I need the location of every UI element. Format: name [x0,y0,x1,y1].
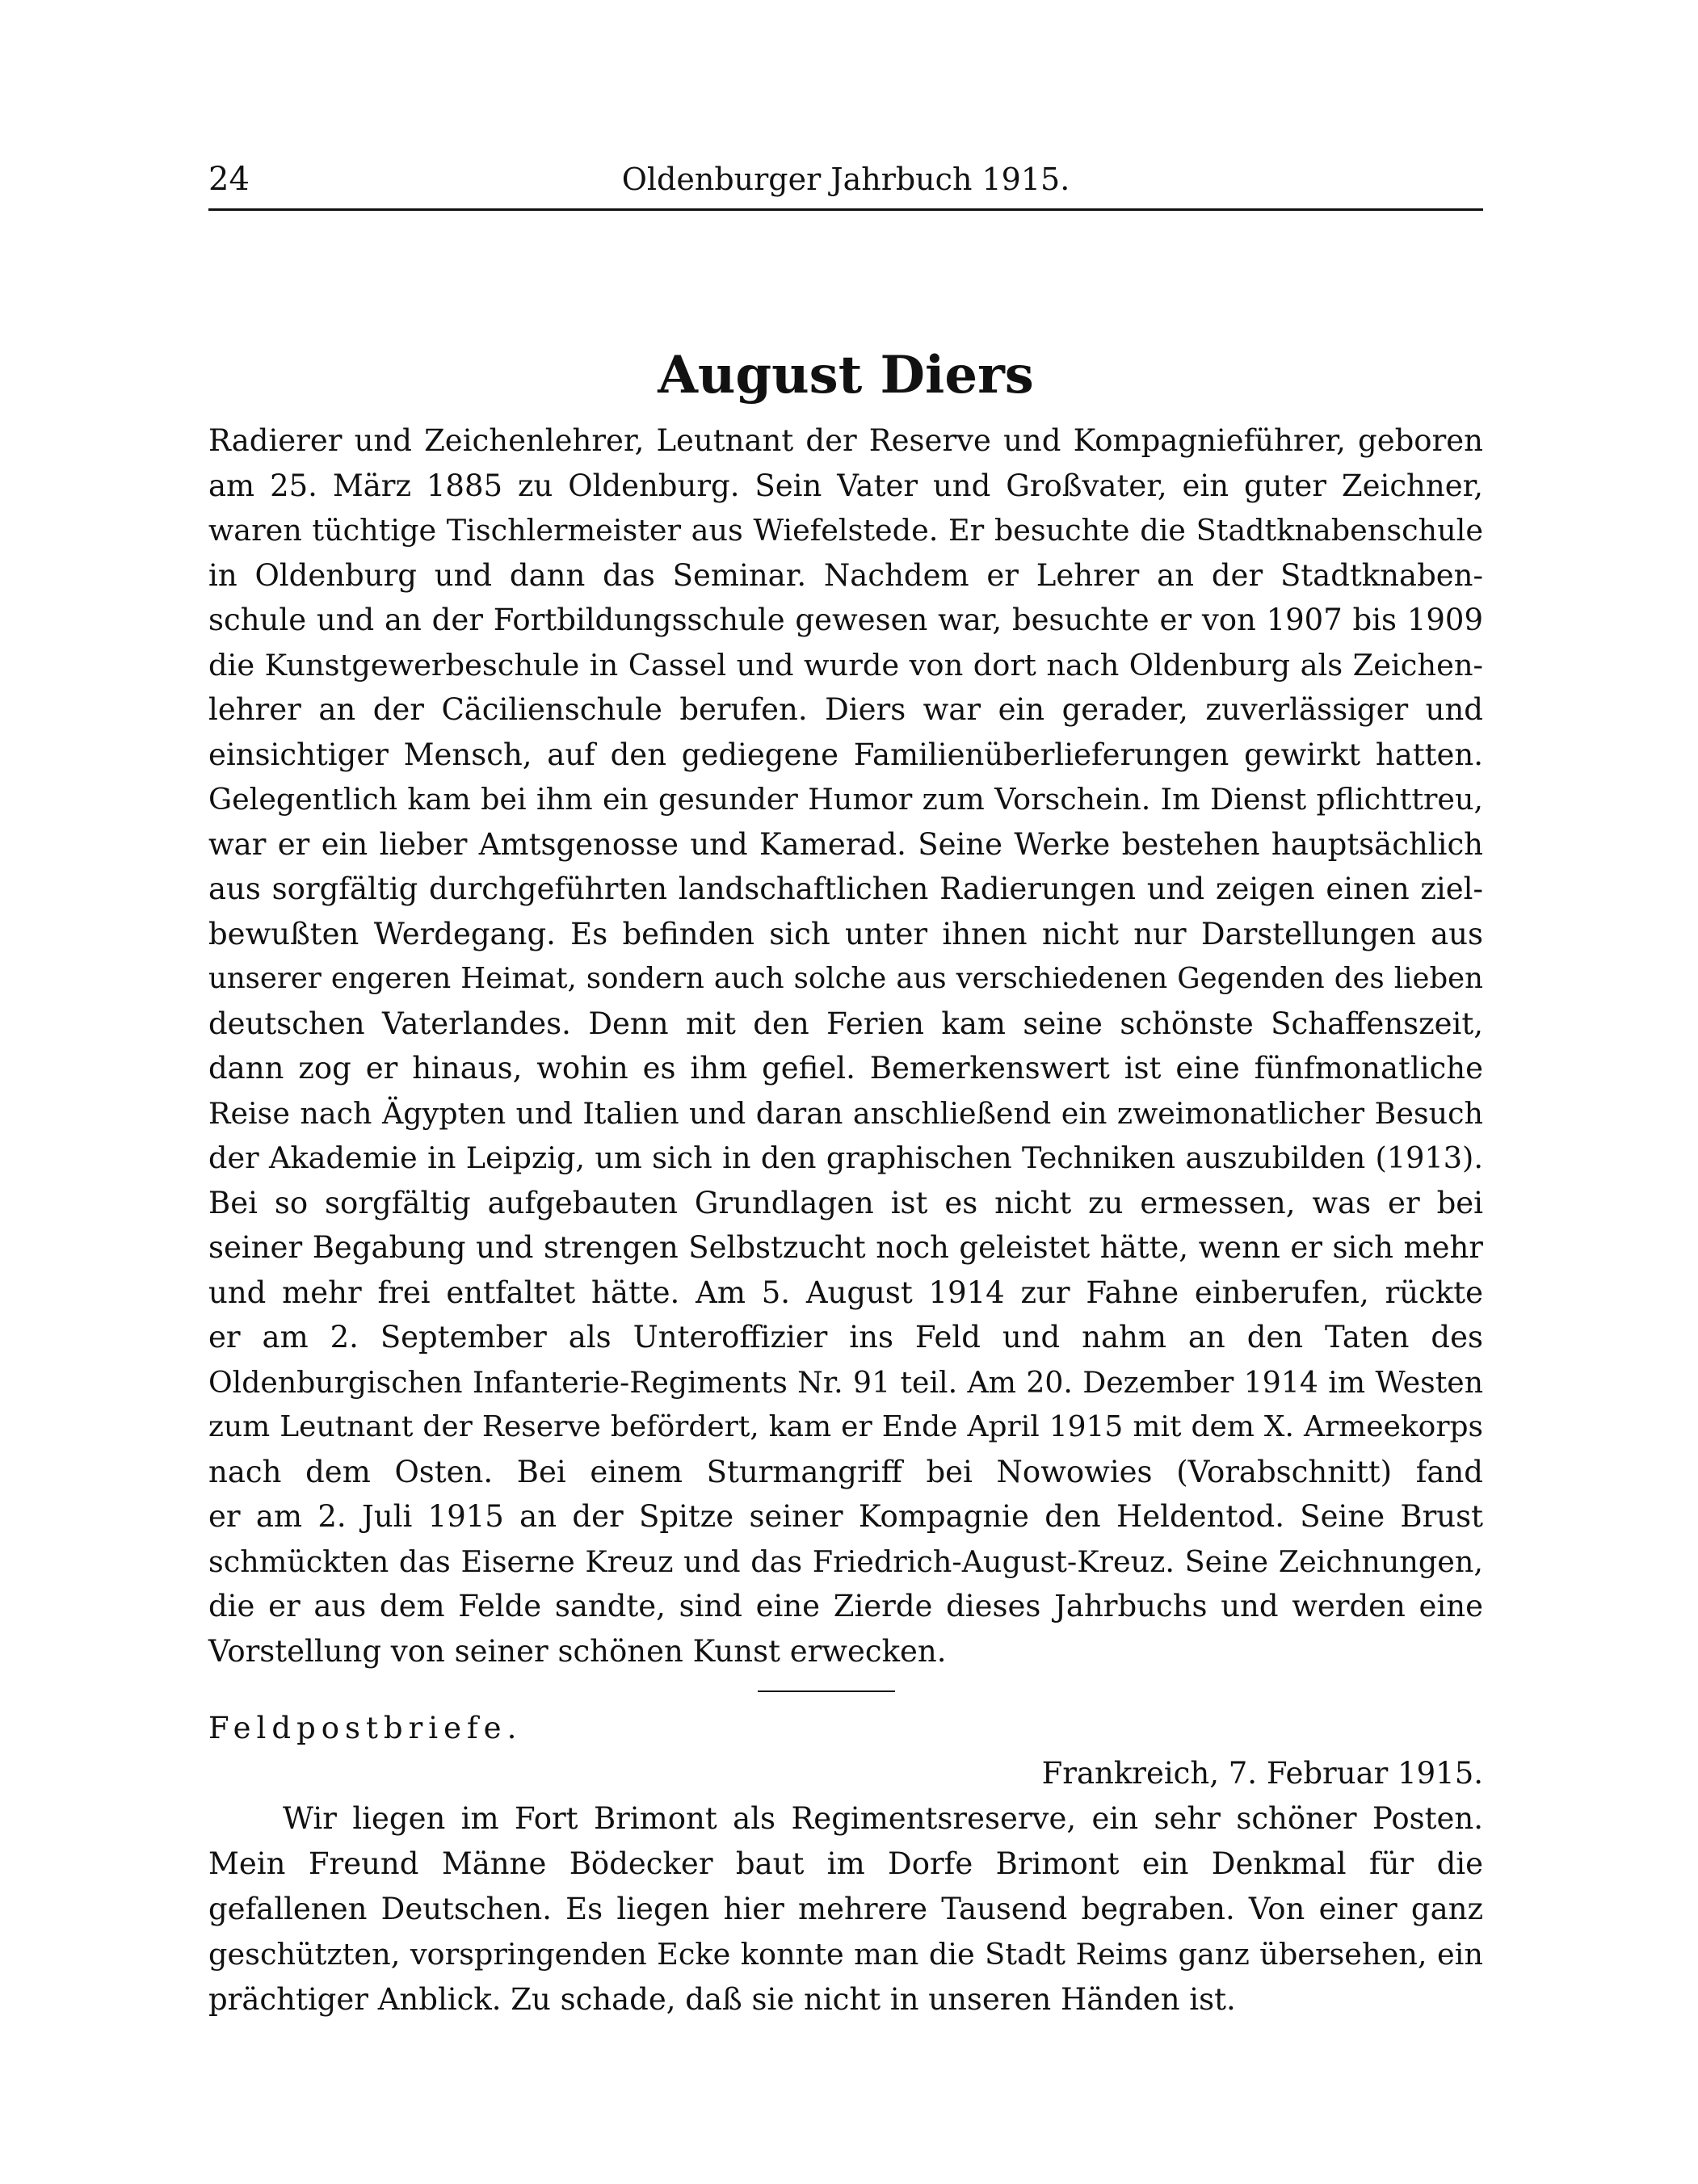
text-line: Reise nach Ägypten und Italien und daran anschließend ein zweimonatlicher Besuch [208,1095,1483,1131]
text-line: aus sorgfältig durchgeführten landschaftlichen Radierungen und zeigen einen ziel- [208,872,1483,906]
text-line: bewußten Werdegang. Es befinden sich unter ihnen nicht nur Darstellungen aus [208,916,1483,951]
text-line: er am 2. Juli 1915 an der Spitze seiner Kompagnie den Heldentod. Seine Brust [208,1499,1483,1534]
text-line: Radierer und Zeichenlehrer, Leutnant der Reserve und Kompagnieführer, geboren [208,423,1483,458]
text-line: Gelegentlich kam bei ihm ein gesunder Humor zum Vorschein. Im Dienst pflichttreu, [208,782,1483,817]
text-line: Vorstellung von seiner schönen Kunst erwecken. [208,1633,947,1669]
text-line: dann zog er hinaus, wohin es ihm gefiel. Bemerkenswert ist eine fünfmonatliche [208,1051,1483,1086]
header-rule [208,208,1483,211]
text-line: unserer engeren Heimat, sondern auch solche aus verschiedenen Gegenden des lieben [208,962,1483,995]
text-line: Bei so sorgfältig aufgebauten Grundlagen ist es nicht zu ermessen, was er bei [208,1185,1483,1220]
text-line: am 25. März 1885 zu Oldenburg. Sein Vater und Großvater, ein guter Zeichner, [208,468,1483,503]
article-title: August Diers [658,345,1034,405]
text-line: zum Leutnant der Reserve befördert, kam er Ende April 1915 mit dem X. Armeekorps [208,1410,1483,1443]
text-line: in Oldenburg und dann das Seminar. Nachdem er Lehrer an der Stadtknaben- [208,557,1483,593]
letter-dateline: Frankreich, 7. Februar 1915. [1041,1756,1483,1791]
section-separator [758,1690,895,1692]
page-header [208,160,1483,207]
biography-paragraph [208,418,1483,1674]
text-line: gefallenen Deutschen. Es liegen hier mehrere Tausend begraben. Von einer ganz [208,1892,1483,1926]
text-line: deutschen Vaterlandes. Denn mit den Ferien kam seine schönste Schaffenszeit, [208,1006,1483,1041]
text-line: lehrer an der Cäcilienschule berufen. Diers war ein gerader, zuverlässiger und [208,692,1483,727]
text-line: er am 2. September als Unteroffizier ins Feld und nahm an den Taten des [208,1320,1483,1354]
text-line: Wir liegen im Fort Brimont als Regimentsreserve, ein sehr schöner Posten. [283,1801,1483,1836]
text-line: Oldenburgischen Infanterie-Regiments Nr. 91 teil. Am 20. Dezember 1914 im Westen [208,1364,1483,1400]
text-line: der Akademie in Leipzig, um sich in den graphischen Techniken auszubilden (1913). [208,1140,1483,1175]
text-line: die er aus dem Felde sandte, sind eine Zierde dieses Jahrbuchs und werden eine [208,1589,1483,1623]
running-title: Oldenburger Jahrbuch 1915. [621,162,1070,197]
text-line: nach dem Osten. Bei einem Sturmangriff bei Nowowies (Vorabschnitt) fand [208,1454,1483,1489]
text-line: seiner Begabung und strengen Selbstzucht noch geleistet hätte, wenn er sich mehr [208,1230,1483,1265]
text-line: Mein Freund Männe Bödecker baut im Dorfe Brimont ein Denkmal für die [208,1846,1483,1881]
text-line: und mehr frei entfaltet hätte. Am 5. August 1914 zur Fahne einberufen, rückte [208,1275,1483,1310]
text-line: schmückten das Eiserne Kreuz und das Friedrich-August-Kreuz. Seine Zeichnungen, [208,1544,1483,1579]
letter-paragraph [208,1796,1483,2022]
text-line: geschützten, vorspringenden Ecke konnte man die Stadt Reims ganz übersehen, ein [208,1937,1483,1972]
section-heading: Feldpostbriefe. [208,1711,523,1745]
text-line: einsichtiger Mensch, auf den gediegene Familienüberlieferungen gewirkt hatten. [208,737,1483,772]
text-line: war er ein lieber Amtsgenosse und Kamerad. Seine Werke bestehen hauptsächlich [208,826,1483,862]
text-line: die Kunstgewerbeschule in Cassel und wurde von dort nach Oldenburg als Zeichen- [208,647,1483,682]
page-number: 24 [208,161,250,198]
text-line: waren tüchtige Tischlermeister aus Wiefelstede. Er besuchte die Stadtknabenschule [208,513,1483,548]
text-line: prächtiger Anblick. Zu schade, daß sie nicht in unseren Händen ist. [208,1982,1236,2017]
text-line: schule und an der Fortbildungsschule gewesen war, besuchte er von 1907 bis 1909 [208,603,1483,637]
